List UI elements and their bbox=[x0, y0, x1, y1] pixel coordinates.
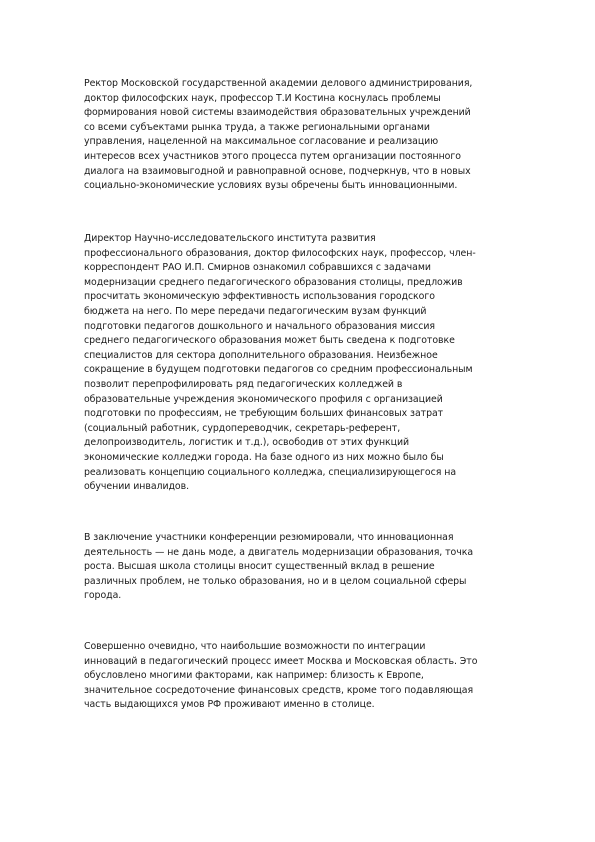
paragraph-conference-conclusion: В заключение участники конференции резюмировали, что инновационная деятельность — не дань моде, а двигатель модернизации образования, точка роста. Высшая школа столицы вносит существенный вклад в решение различных проблем, не только образования, но и в целом социальной сферы города. bbox=[84, 532, 474, 602]
paragraph-moscow-innovation: Совершенно очевидно, что наибольшие возможности по интеграции инноваций в педагогический процесс имеет Москва и Московская область. Это обусловлено многими факторами, как например: близость к Европе, значительное сосредоточение финансовых средств, кроме того подавляющая часть выдающихся умов РФ проживают именно в столице. bbox=[84, 641, 478, 711]
paragraph-rector-kostina: Ректор Московской государственной академии делового администрирования, доктор философских наук, профессор Т.И Костина коснулась проблемы формирования новой системы взаимодействия образовательных учреждений со всеми субъектами рынка труда, а также региональными органами управления, нацеленной на максимальное согласование и реализацию интересов всех участников этого процесса путем организации постоянного диалога на взаимовыгодной и равноправной основе, подчеркнув, что в новых социально-экономические условиях вузы обречены быть инновационными. bbox=[84, 78, 473, 192]
paragraph-director-smirnov: Директор Научно-исследовательского института развития профессионального образования, доктор философских наук, профессор, член- корреспондент РАО И.П. Смирнов ознакомил собравшихся с задачами модернизации среднего педагогического образования столицы, предложив просчитать экономическую эффективность использования городского бюджета на него. По мере передачи педагогическим вузам функций подготовки педагогов дошкольного и начального образования миссия среднего педагогического образования может быть сведена к подготовке специалистов для сектора дополнительного образования. Неизбежное сокращение в будущем подготовки педагогов со средним профессиональным позволит перепрофилировать ряд педагогических колледжей в образовательные учреждения экономического профиля с организацией подготовки по профессиям, не требующим больших финансовых затрат (социальный работник, сурдопереводчик, секретарь-референт, делопроизводитель, логистик и т.д.), освободив от этих функций экономические колледжи города. На базе одного из них можно было бы реализовать концепцию социального колледжа, специализирующегося на обучении инвалидов. bbox=[84, 233, 476, 493]
